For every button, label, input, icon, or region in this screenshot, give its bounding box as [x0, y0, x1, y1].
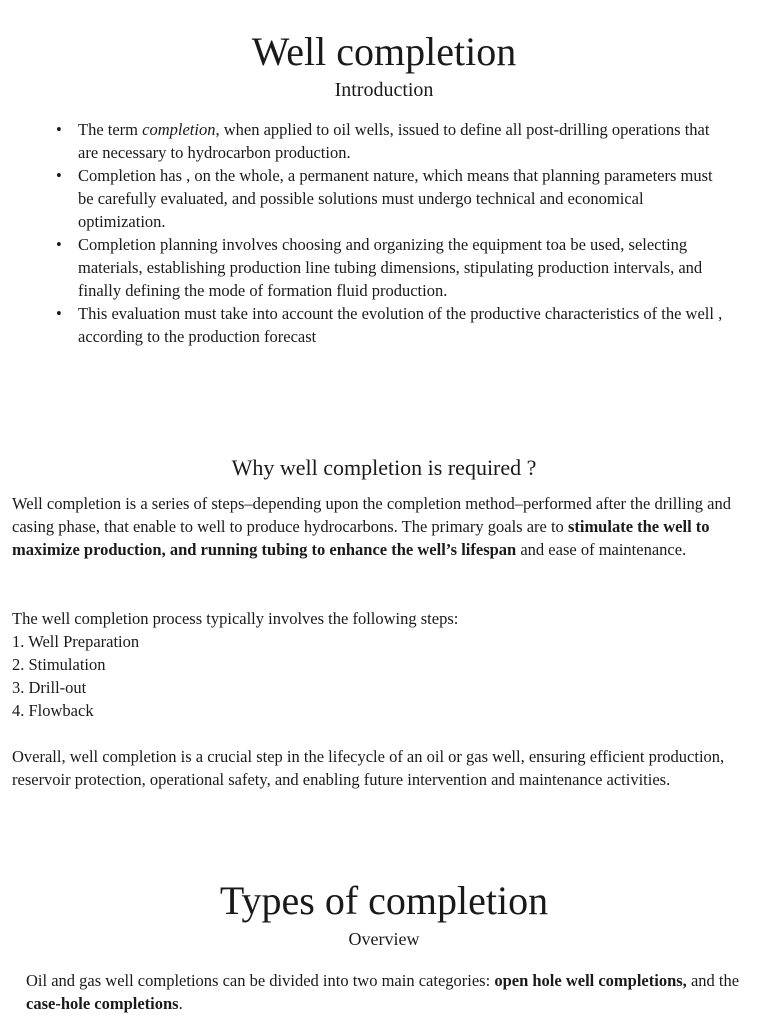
- why-text: and ease of maintenance.: [516, 540, 687, 559]
- bullet-text: Completion planning involves choosing and organizing the equipment toa be used, selecting materials, establishing production line tubing dimensions, stipulating production intervals, and finally defining the mode of formation fluid production.: [78, 235, 703, 300]
- why-heading: Why well completion is required ?: [231, 455, 537, 480]
- why-text: Well completion is a series of steps–depending upon the completion method–performed after the drilling and casing phase, that enable to well to produce hydrocarbons. The primary goals are to: [12, 494, 731, 536]
- intro-bullet-4: [56, 302, 728, 348]
- types-title: Types of completion: [219, 878, 549, 923]
- why-paragraph-2: Overall, well completion is a crucial step in the lifecycle of an oil or gas well, ensuring efficient production, reservoir protection, operational safety, and enabling future intervention and maintenance activities.: [12, 747, 725, 789]
- why-bold-text: stimulate the well to maximize production, and running tubing to enhance the well’s lifespan: [12, 517, 710, 559]
- types-bold-case-hole: case-hole completions: [26, 994, 179, 1013]
- types-paragraph: [26, 969, 746, 1015]
- step-item: 1. Well Preparation: [12, 632, 140, 651]
- page-title: Well completion: [251, 29, 517, 74]
- types-text: Oil and gas well completions can be divided into two main categories:: [26, 971, 495, 990]
- bullet-marker: •: [56, 166, 62, 185]
- bullet-text: , when applied to oil wells, issued to define all post-drilling operations that are necessary to hydrocarbon production.: [78, 120, 710, 162]
- bullet-text: The term: [78, 120, 143, 139]
- bullet-emphasis: completion: [142, 120, 216, 139]
- steps-list: [12, 630, 758, 722]
- step-item: 3. Drill-out: [12, 678, 87, 697]
- intro-bullet-1: [56, 118, 728, 164]
- step-item: 2. Stimulation: [12, 655, 106, 674]
- intro-bullet-list: [56, 118, 728, 348]
- intro-bullet-3: [56, 233, 728, 302]
- why-paragraph-1: [12, 492, 758, 561]
- bullet-text: Completion has , on the whole, a permanent nature, which means that planning parameters must be carefully evaluated, and possible solutions must undergo technical and economical optimization.: [78, 166, 713, 231]
- types-text: .: [178, 994, 183, 1013]
- steps-intro: The well completion process typically involves the following steps:: [12, 609, 459, 628]
- bullet-marker: •: [56, 120, 62, 139]
- intro-bullet-2: [56, 164, 728, 233]
- bullet-marker: •: [56, 235, 62, 254]
- step-item: 4. Flowback: [12, 701, 94, 720]
- types-subtitle: Overview: [348, 929, 420, 949]
- bullet-marker: •: [56, 304, 62, 323]
- bullet-text: This evaluation must take into account the evolution of the productive characteristics of the well , according to the production forecast: [78, 304, 723, 346]
- page-subtitle: Introduction: [334, 79, 434, 101]
- types-bold-open-hole: open hole well completions,: [494, 971, 687, 990]
- types-text: and the: [686, 971, 740, 990]
